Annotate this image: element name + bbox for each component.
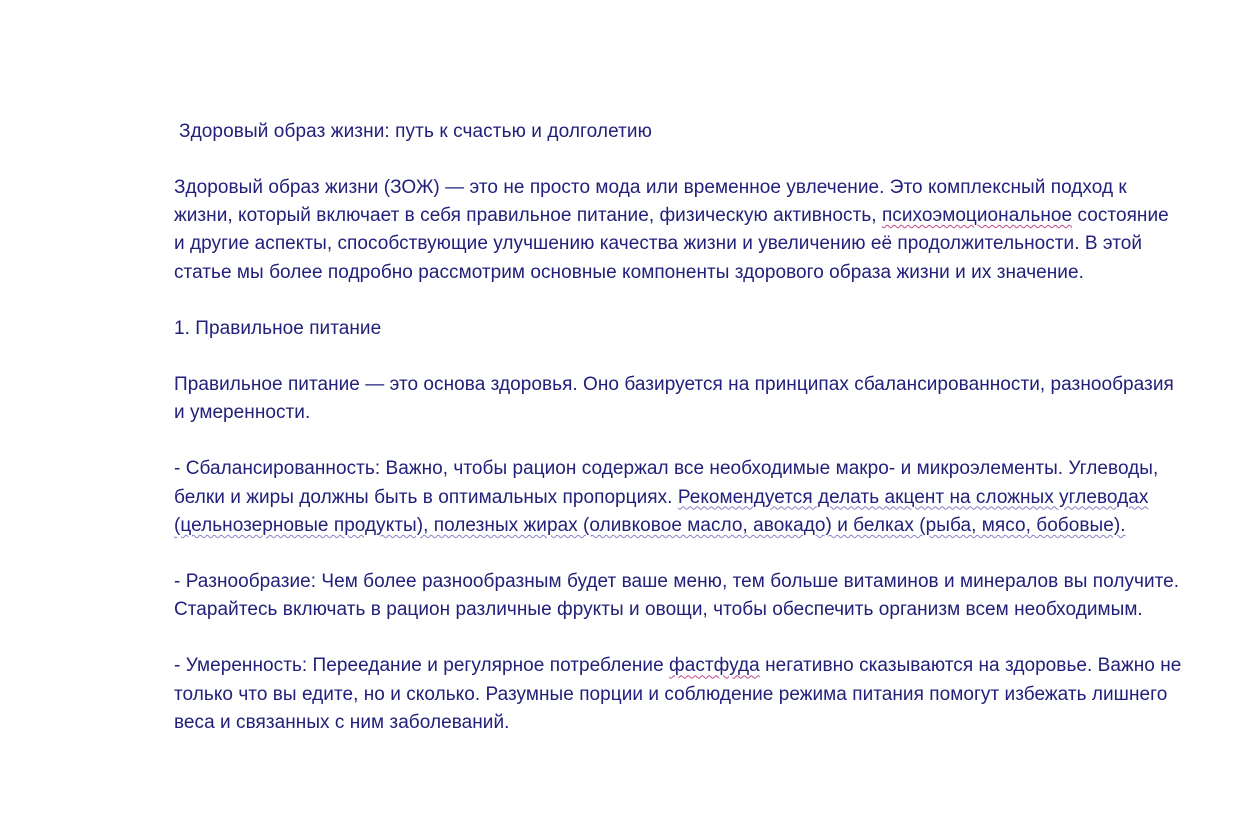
section-heading: 1. Правильное питание [174,317,382,339]
moderation-text-2: негативно сказываются на здоровье. Важно не только что вы едите, но и сколько. Разумные порции и соблюдение режима питания помогут избежать лишнего веса и связанных с ним заболеваний. [174,655,1182,733]
moderation-text-1: - Умеренность: Переедание и регулярное потребление [174,655,670,677]
spacer [174,624,1184,652]
spellcheck-flag[interactable]: психоэмоциональное [881,205,1073,227]
balance-paragraph [174,455,1184,540]
document-title: Здоровый образ жизни: путь к счастью и долголетию [179,121,652,142]
variety-paragraph: - Разнообразие: Чем более разнообразным будет ваше меню, тем больше витаминов и минералов вы получите. Старайтесь включать в рацион различные фрукты и овощи, чтобы обеспечить организм всем необходимым. [174,571,1180,621]
spacer [174,146,1184,174]
spacer [174,287,1184,315]
intro-text-1: Здоровый образ жизни (ЗОЖ) — это не просто мода или временное увлечение. Это комплексный подход к жизни, который включает в себя правильное питание, физическую активность, [174,177,1127,227]
balance-text: - Сбалансированность: Важно, чтобы рацион содержал все необходимые макро- и микроэлементы. Углеводы, белки и жиры должны быть в оптимальных пропорциях. [174,458,1159,508]
spacer [174,540,1184,568]
spacer [174,427,1184,455]
section-intro-paragraph: Правильное питание — это основа здоровья. Оно базируется на принципах сбалансированности, разнообразия и умеренности. [174,374,1174,424]
moderation-paragraph [174,652,1184,737]
spellcheck-flag[interactable]: фастфуда [669,655,760,677]
intro-text-2: состояние и другие аспекты, способствующие улучшению качества жизни и увеличению её продолжительности. В этой статье мы более подробно рассмотрим основные компоненты здорового образа жизни и их значение. [174,205,1169,283]
spacer [174,343,1184,371]
document-page [174,118,1184,737]
grammar-flag[interactable]: Рекомендуется делать акцент на сложных углеводах (цельнозерновые продукты), полезных жирах (оливковое масло, авокадо) и белках (рыба, мясо, бобовые). [174,486,1149,536]
intro-paragraph [174,174,1184,287]
